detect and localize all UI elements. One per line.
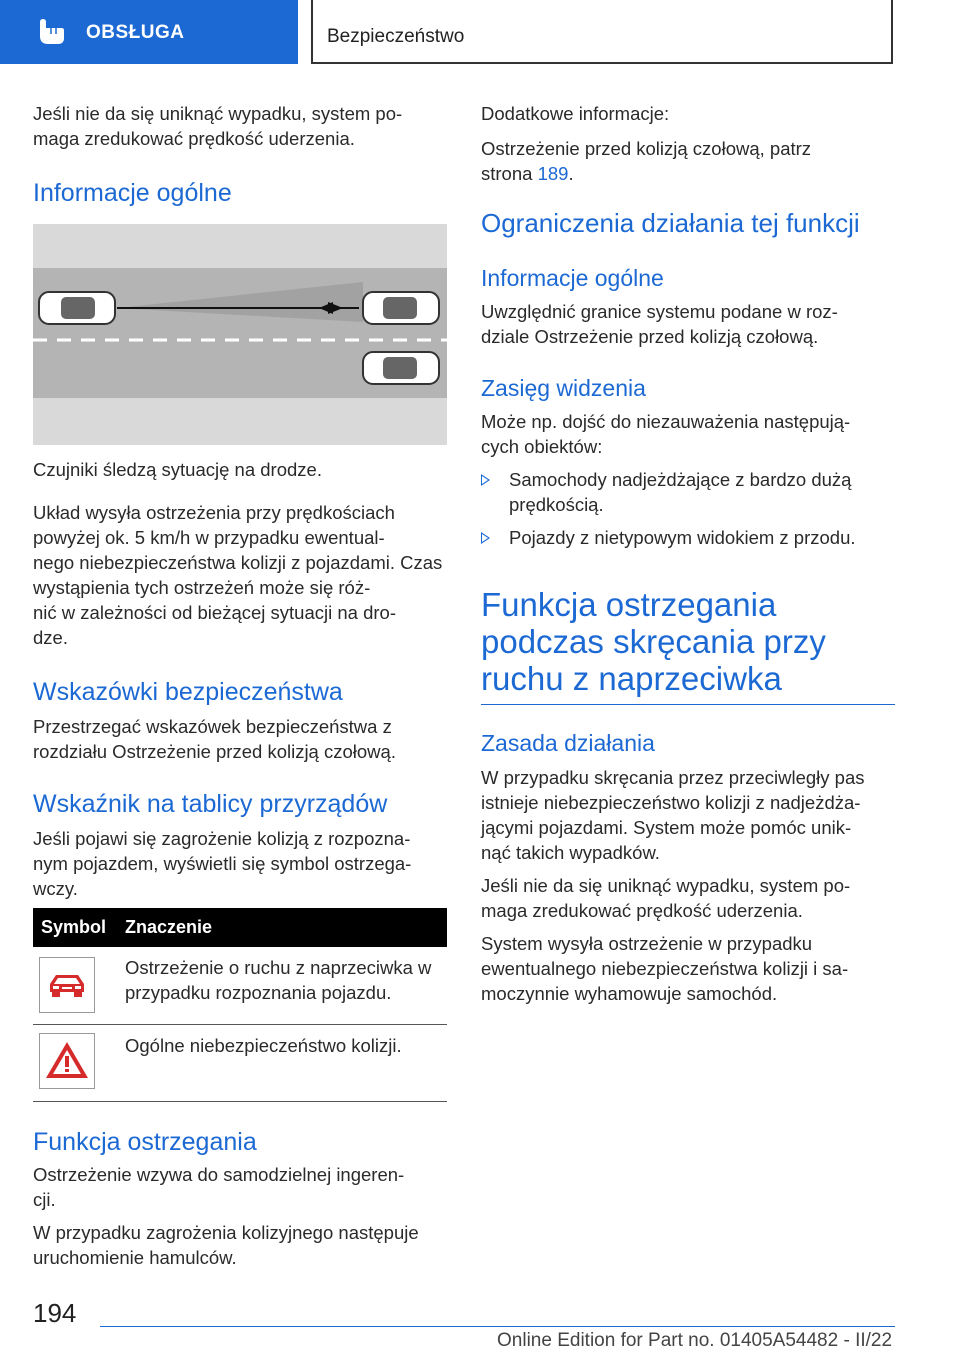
column-meaning: Znaczenie [125, 917, 213, 937]
heading-safety: Wskazówki bezpieczeństwa [33, 678, 343, 706]
heading-indicator: Wskaźnik na tablicy przyrządów [33, 790, 388, 818]
principle-paragraph-2: Jeśli nie da się uniknąć wypadku, system po- maga zredukować prędkość uderzenia. [481, 875, 851, 921]
list-item [481, 467, 895, 517]
principle-paragraph-1: W przypadku skręcania przez przeciwległy pas istnieje niebezpieczeństwo kolizji z nadjeżdża- jącymi pojazdami. System może pomóc unik- nąć takich wypadków. [481, 767, 865, 863]
table-header [33, 908, 447, 947]
table-row-text: Ostrzeżenie o ruchu z naprzeciwka w przypadku rozpoznania pojazdu. [125, 957, 432, 1003]
sensors-paragraph: Czujniki śledzą sytuację na drodze. [33, 459, 322, 480]
sensor-diagram [33, 224, 447, 445]
limits-paragraph: Uwzględnić granice systemu podane w roz- dziale Ostrzeżenie przed kolizją czołową. [481, 301, 838, 347]
intro-paragraph: Jeśli nie da się uniknąć wypadku, system po- maga zredukować prędkość uderzenia. [33, 103, 403, 149]
safety-paragraph: Przestrzegać wskazówek bezpieczeństwa z rozdziału Ostrzeżenie przed kolizją czołową. [33, 716, 396, 762]
indicator-paragraph: Jeśli pojawi się zagrożenie kolizją z rozpozna- nym pojazdem, wyświetli się symbol ostrzega- wczy. [33, 828, 412, 899]
heading-general-info-2: Informacje ogólne [481, 265, 664, 291]
reference-text: Ostrzeżenie przed kolizją czołową, patrz strona [481, 138, 812, 184]
red-car-icon [39, 957, 95, 1013]
hand-pointer-icon [34, 18, 68, 48]
range-paragraph: Może np. dojść do niezauważenia następują- cych obiektów: [481, 411, 851, 457]
car-own [39, 292, 115, 324]
section-label: OBSŁUGA [86, 22, 185, 43]
road-illustration [33, 224, 447, 445]
reference-paragraph [481, 136, 861, 186]
chapter-label: Bezpieczeństwo [327, 26, 465, 47]
car-other [363, 352, 439, 384]
chapter-header [311, 0, 893, 64]
reference-suffix: . [568, 163, 574, 184]
principle-paragraph-3: System wysyła ostrzeżenie w przypadku ewentualnego niebezpieczeństwa kolizji i sa- moczynnie wyhamowuje samochód. [481, 933, 849, 1004]
list-item-text: Pojazdy z nietypowym widokiem z przodu. [509, 527, 856, 548]
table-divider [33, 1024, 447, 1025]
heading-limits: Ograniczenia działania tej funkcji [481, 208, 860, 238]
more-info-label: Dodatkowe informacje: [481, 103, 670, 124]
heading-function: Funkcja ostrzegania [33, 1128, 257, 1156]
list-item [481, 525, 895, 550]
warning-triangle-icon [39, 1033, 95, 1089]
heading-general-info: Informacje ogólne [33, 179, 232, 207]
column-symbol: Symbol [41, 917, 107, 937]
heading-turning-warning: Funkcja ostrzegania podczas skręcania przy ruchu z naprzeciwka [481, 586, 826, 697]
edition-text: Online Edition for Part no. 01405A54482 - II/22 [497, 1330, 893, 1351]
section-tab[interactable] [0, 0, 298, 64]
footer-rule [100, 1326, 895, 1327]
page-number: 194 [33, 1298, 77, 1328]
table-divider [33, 1101, 447, 1102]
table-row-text: Ogólne niebezpieczeństwo kolizji. [125, 1035, 402, 1056]
list-item-text: Samochody nadjeżdżające z bardzo dużą prędkością. [509, 469, 852, 515]
heading-underline [481, 704, 895, 705]
function-paragraph-1: Ostrzeżenie wzywa do samodzielnej ingeren- cji. [33, 1164, 405, 1210]
bullet-triangle-icon [481, 474, 490, 486]
car-oncoming [363, 292, 439, 324]
bullet-triangle-icon [481, 532, 490, 544]
function-paragraph-2: W przypadku zagrożenia kolizyjnego następuje uruchomienie hamulców. [33, 1222, 419, 1268]
heading-principle: Zasada działania [481, 730, 655, 756]
system-paragraph: Układ wysyła ostrzeżenia przy prędkościach powyżej ok. 5 km/h w przypadku ewentual- nego niebezpieczeństwa kolizji z pojazdami. Czas wystąpienia tych ostrzeżeń może się róż- nić w zależności od bieżącej sytuacji na dro- dze. [33, 502, 443, 648]
heading-range: Zasięg widzenia [481, 375, 646, 401]
page-link[interactable]: 189 [537, 163, 569, 184]
